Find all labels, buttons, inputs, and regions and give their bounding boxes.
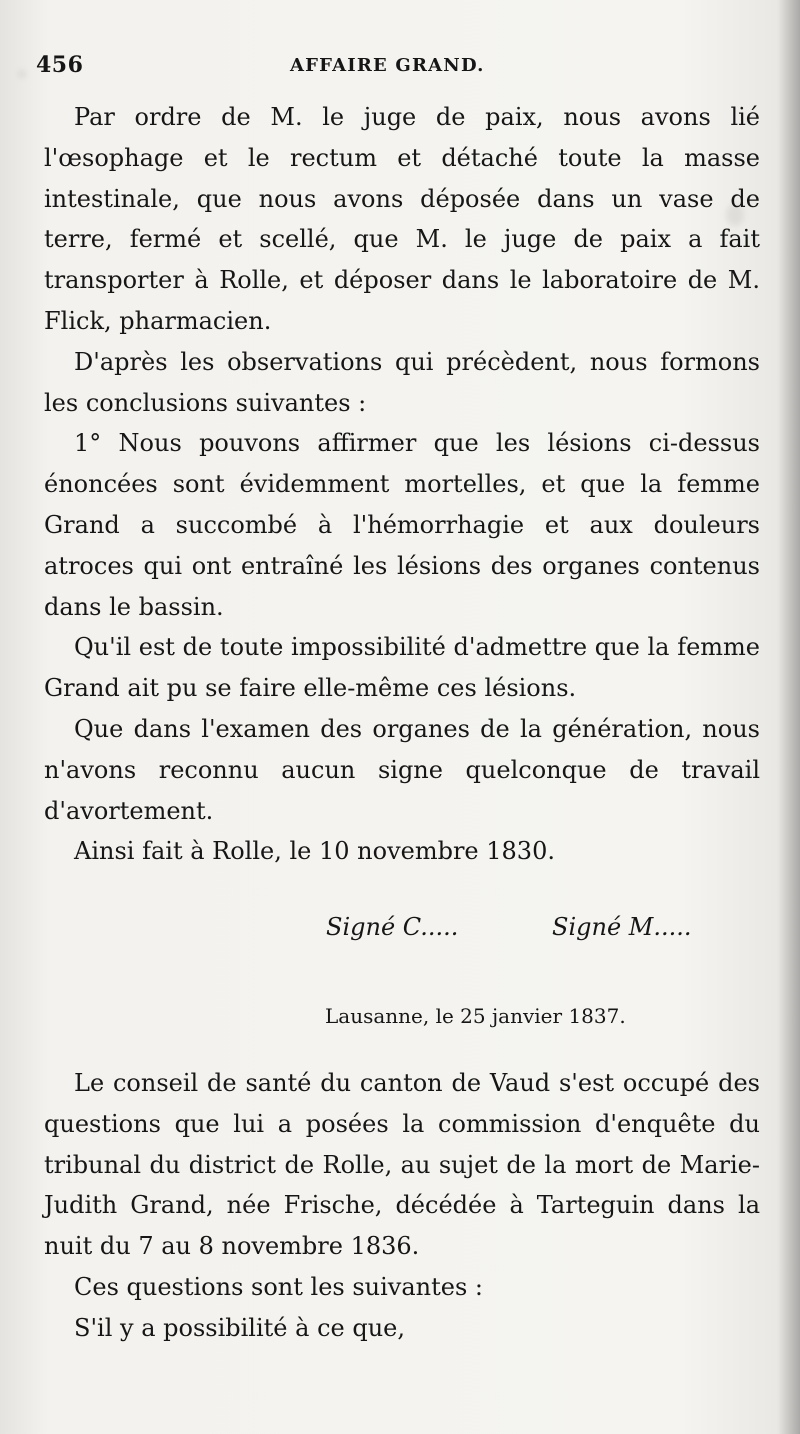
- page-header: [0, 52, 800, 82]
- paragraph: D'après les observations qui précèdent, nous formons les conclusions suivantes :: [44, 347, 760, 417]
- paragraph: S'il y a possibilité à ce que,: [74, 1313, 405, 1342]
- paragraph: Que dans l'examen des organes de la génération, nous n'avons reconnu aucun signe quelconque de travail d'avortement.: [44, 714, 760, 825]
- running-head: AFFAIRE GRAND.: [290, 55, 485, 76]
- paragraph: 1° Nous pouvons affirmer que les lésions ci-dessus énoncées sont évidemment mortelles, et que la femme Grand a succombé à l'hémorrhagie et aux douleurs atroces qui ont entraîné les lésions des organes contenus dans le bassin.: [44, 429, 760, 621]
- page-number: 456: [36, 52, 84, 78]
- signature-row: [320, 913, 740, 953]
- paragraph: Ainsi fait à Rolle, le 10 novembre 1830.: [74, 837, 555, 866]
- page-edge-shadow: [778, 0, 800, 1434]
- date-line: Lausanne, le 25 janvier 1837.: [325, 1004, 626, 1028]
- council-report-text: [44, 1063, 760, 1349]
- paragraph: Le conseil de santé du canton de Vaud s'est occupé des questions que lui a posées la commission d'enquête du tribunal du district de Rolle, au sujet de la mort de Marie-Judith Grand, née Frische, décédée à Tarteguin dans la nuit du 7 au 8 novembre 1836.: [44, 1069, 760, 1261]
- paragraph: Par ordre de M. le juge de paix, nous avons lié l'œsophage et le rectum et détaché toute la masse intestinale, que nous avons déposée dans un vase de terre, fermé et scellé, que M. le juge de paix a fait transporter à Rolle, et déposer dans le laboratoire de M. Flick, pharmacien.: [44, 103, 760, 335]
- paragraph: Ces questions sont les suivantes :: [74, 1272, 483, 1301]
- signature-right: Signé M.....: [552, 913, 692, 941]
- signature-left: Signé C.....: [326, 913, 459, 941]
- report-conclusion-text: [44, 97, 760, 872]
- paragraph: Qu'il est de toute impossibilité d'admettre que la femme Grand ait pu se faire elle-même ces lésions.: [44, 633, 760, 703]
